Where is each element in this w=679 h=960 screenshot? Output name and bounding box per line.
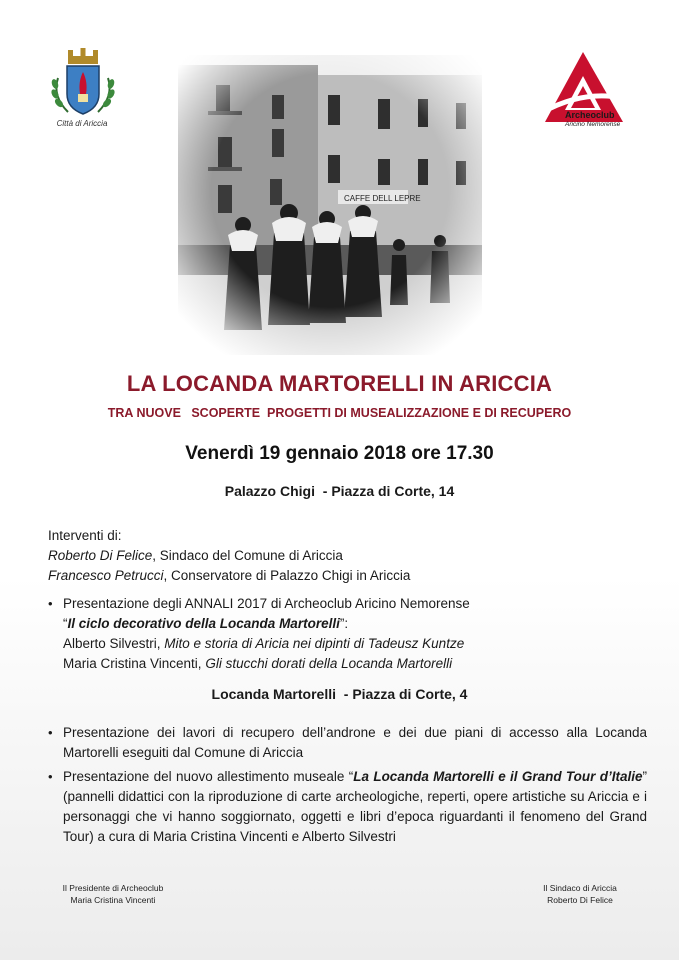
signature-name: Maria Cristina Vincenti	[70, 895, 156, 905]
bullet-icon: •	[48, 596, 53, 611]
signature-role: Il Sindaco di Ariccia	[543, 883, 617, 893]
crest-caption: Città di Ariccia	[56, 119, 108, 128]
talk-author: Maria Cristina Vincenti,	[63, 656, 206, 671]
event-date: Venerdì 19 gennaio 2018 ore 17.30	[185, 443, 494, 464]
club-logo-name: Archeoclub	[565, 110, 615, 120]
page-title: LA LOCANDA MARTORELLI IN ARICCIA	[126, 371, 553, 396]
venue-locanda: Locanda Martorelli - Piazza di Corte, 4	[211, 686, 468, 702]
annali-line: Presentazione degli ANNALI 2017 di Archeoclub Aricino Nemorense	[63, 596, 470, 611]
signature-mayor	[520, 882, 640, 906]
speakers-label: Interventi di:	[48, 528, 122, 543]
club-logo-sub: Aricino Nemorense	[565, 121, 621, 128]
bullet-icon: •	[48, 769, 53, 784]
page-subtitle: TRA NUOVE SCOPERTE PROGETTI DI MUSEALIZZAZIONE E DI RECUPERO	[107, 406, 572, 420]
city-crest-icon	[48, 48, 118, 120]
allestimento-post: ” (pannelli didattici con la riproduzione di carte archeologiche, reperti, opere artistiche su Ariccia e i personaggi che vi hanno soggiornato, oggetti e libri d’epoca riguardanti il fenomeno del Grand Tour) a cura di Maria Cristina Vincenti e Alberto Silvestri	[63, 769, 647, 844]
archeoclub-logo-icon	[543, 50, 625, 128]
speaker-line	[48, 546, 648, 566]
speaker-role: , Conservatore di Palazzo Chigi in Ariccia	[163, 568, 411, 583]
bullet-recupero	[48, 723, 647, 763]
allestimento-pre: Presentazione del nuovo allestimento museale “	[63, 769, 354, 784]
allestimento-title: La Locanda Martorelli e il Grand Tour d’Italie	[353, 769, 643, 784]
speaker-name: Roberto Di Felice	[48, 548, 153, 563]
quote-open: “	[63, 616, 68, 631]
bullet-annali	[48, 594, 647, 674]
signature-president	[48, 882, 178, 906]
speakers-section	[48, 526, 648, 586]
speaker-line	[48, 566, 648, 586]
speaker-name: Francesco Petrucci	[48, 568, 164, 583]
venue-palazzo-chigi: Palazzo Chigi - Piazza di Corte, 14	[224, 483, 455, 499]
talk-author: Alberto Silvestri,	[63, 636, 165, 651]
talk-title: Mito e storia di Aricia nei dipinti di Tadeusz Kuntze	[164, 636, 465, 651]
signature-name: Roberto Di Felice	[547, 895, 613, 905]
annali-quote-title: Il ciclo decorativo della Locanda Martorelli	[67, 616, 340, 631]
quote-close: ”:	[339, 616, 349, 631]
talk-title: Gli stucchi dorati della Locanda Martorelli	[205, 656, 453, 671]
bullet-allestimento	[48, 767, 647, 847]
talk-line	[63, 654, 647, 674]
recupero-text: Presentazione dei lavori di recupero dell’androne e dei due piani di accesso alla Locanda Martorelli eseguiti dal Comune di Ariccia	[63, 725, 647, 760]
bullet-icon: •	[48, 725, 53, 740]
speaker-role: , Sindaco del Comune di Ariccia	[152, 548, 343, 563]
historic-photo	[178, 55, 482, 355]
talk-line	[63, 634, 647, 654]
annali-quote	[63, 614, 647, 634]
signature-role: Il Presidente di Archeoclub	[62, 883, 164, 893]
